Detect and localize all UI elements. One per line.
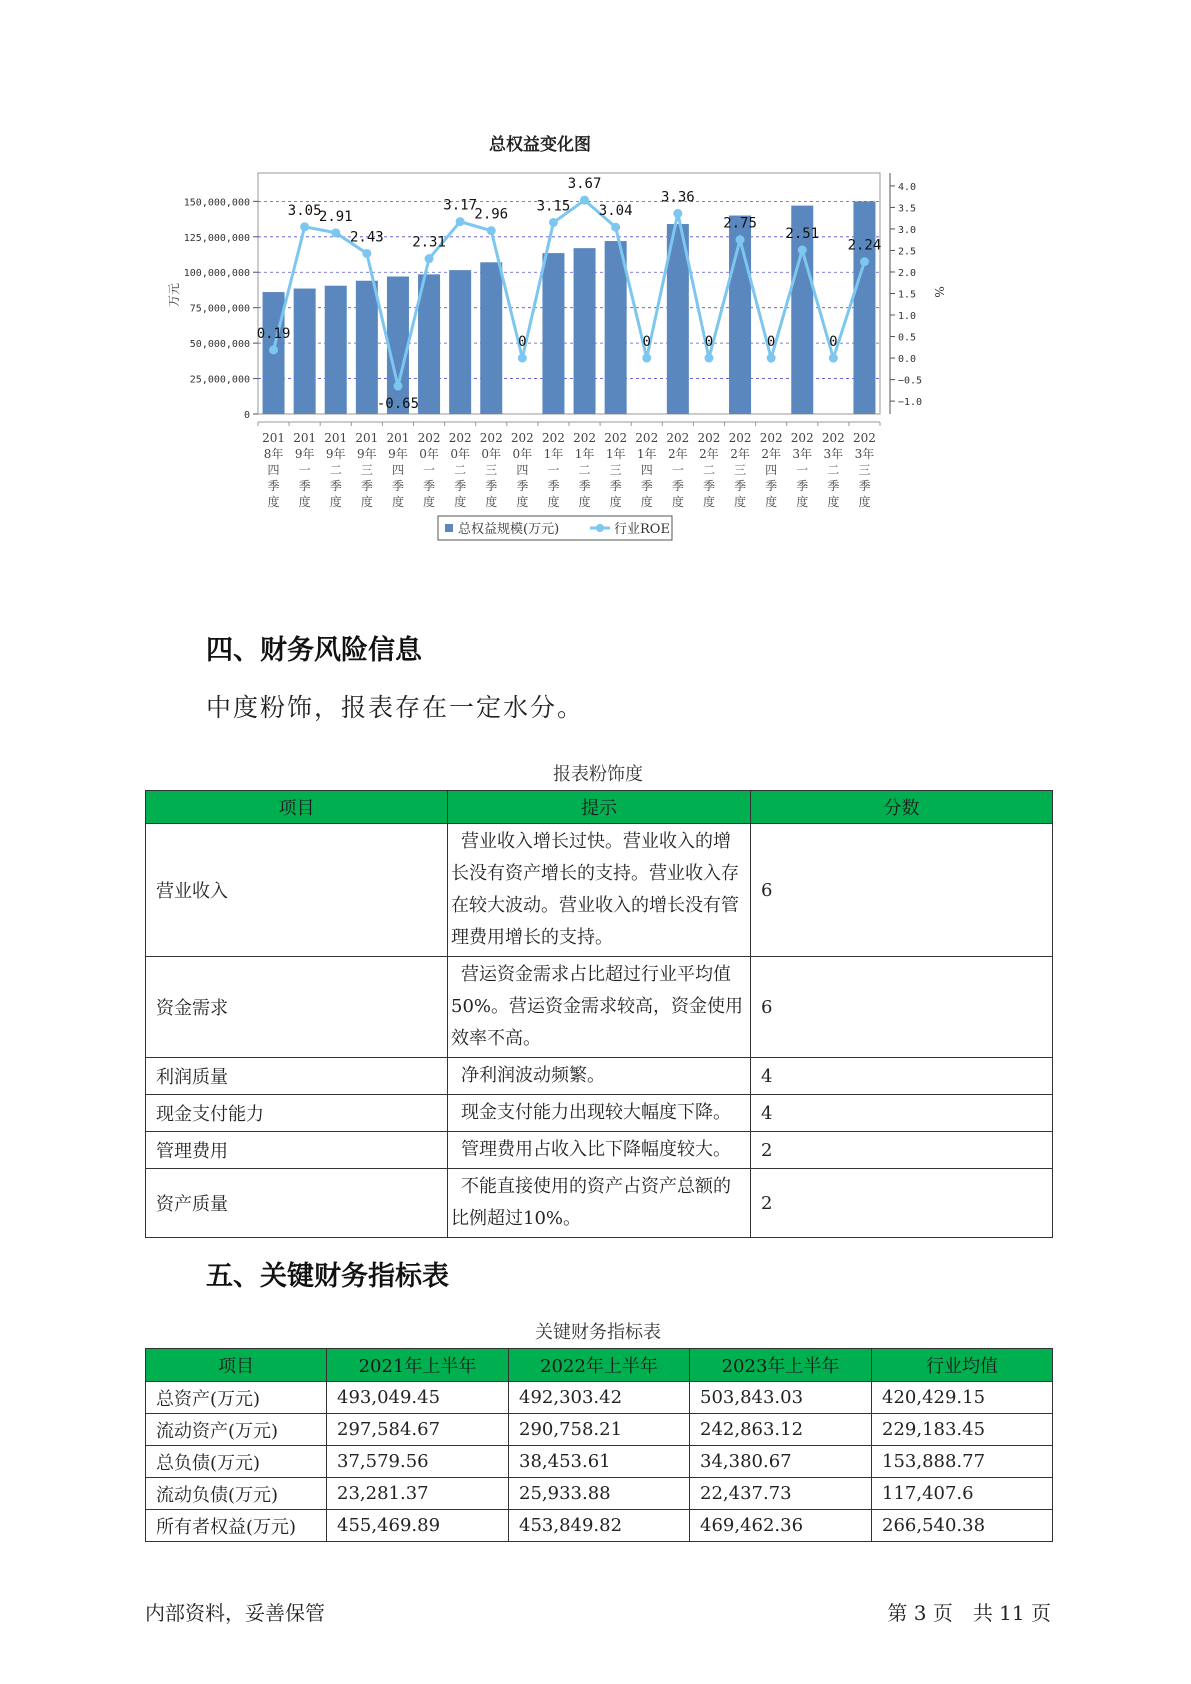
y-right-tick-label: 1.5 [898, 289, 917, 301]
x-tick-label: 度 [671, 495, 684, 509]
y-left-tick-label: 75,000,000 [189, 303, 250, 315]
x-tick-label: 202 [697, 431, 721, 445]
x-tick-label: 四 [765, 463, 778, 477]
roe-data-label: 2.31 [412, 234, 446, 251]
x-tick-label: 202 [728, 431, 752, 445]
risk-row [146, 824, 1053, 957]
x-tick-label: 0年 [481, 447, 502, 461]
x-tick-label: 四 [267, 463, 280, 477]
total-equity-chart [167, 130, 1030, 600]
x-tick-label: 季 [734, 479, 747, 493]
fin-cell-value: 492,303.42 [509, 1382, 690, 1414]
x-tick-label: 度 [360, 495, 373, 509]
risk-cell-item: 利润质量 [146, 1058, 448, 1095]
roe-data-label: 0 [518, 334, 527, 351]
fin-cell-item: 总负债(万元) [146, 1446, 327, 1478]
roe-data-label: 0.19 [256, 325, 291, 342]
x-tick-label: 度 [640, 495, 653, 509]
x-tick-label: 二 [454, 463, 467, 477]
fin-cell-value: 22,437.73 [690, 1478, 872, 1510]
footer-page-number: 第 3 页 共 11 页 [887, 1601, 1051, 1625]
fin-cell-value: 25,933.88 [509, 1478, 690, 1510]
x-tick-label: 0年 [512, 447, 533, 461]
header-hint: 提示 [448, 791, 751, 824]
x-tick-label: 度 [298, 495, 311, 509]
x-tick-label: 度 [734, 495, 747, 509]
y-right-tick-label: 2.0 [898, 267, 917, 279]
x-tick-label: 一 [796, 463, 809, 477]
x-tick-label: 202 [448, 431, 472, 445]
risk-cell-hint: 营业收入增长过快。营业收入的增长没有资产增长的支持。营业收入存在较大波动。营业收入的增长没有管理费用增长的支持。 [448, 824, 751, 957]
bar [356, 281, 378, 414]
fin-table-caption: 关键财务指标表 [535, 1322, 661, 1343]
fin-cell-value: 503,843.03 [690, 1382, 872, 1414]
section-5-heading: 五、关键财务指标表 [206, 1261, 449, 1292]
fin-cell-item: 总资产(万元) [146, 1382, 327, 1414]
x-tick-label: 度 [765, 495, 778, 509]
fin-cell-value: 242,863.12 [690, 1414, 872, 1446]
roe-point [487, 226, 496, 235]
x-tick-label: 9年 [388, 447, 408, 461]
chart-title: 总权益变化图 [489, 135, 591, 155]
roe-point [362, 249, 371, 258]
section-4-heading: 四、财务风险信息 [206, 635, 422, 666]
roe-data-label: 2.75 [723, 215, 757, 232]
roe-data-label: 3.04 [598, 203, 633, 220]
risk-cell-score: 6 [751, 957, 1053, 1058]
x-tick-label: 0年 [450, 447, 470, 461]
y-right-axis-label: % [932, 286, 946, 298]
x-tick-label: 季 [485, 479, 498, 493]
legend-bar-swatch [445, 524, 453, 532]
fin-cell-item: 所有者权益(万元) [146, 1510, 327, 1542]
x-tick-label: 202 [604, 431, 628, 445]
x-tick-label: 度 [329, 495, 342, 509]
risk-cell-score: 2 [751, 1132, 1053, 1169]
y-right-tick-label: 3.5 [898, 203, 917, 215]
bar [480, 262, 502, 414]
x-tick-label: 一 [547, 463, 560, 477]
x-tick-label: 季 [391, 479, 404, 493]
x-tick-label: 二 [827, 463, 840, 477]
fin-cell-value: 290,758.21 [509, 1414, 690, 1446]
x-tick-label: 三 [858, 463, 871, 477]
roe-point [860, 257, 869, 266]
header-2022h1: 2022年上半年 [509, 1349, 690, 1382]
x-tick-label: 1年 [636, 447, 657, 461]
legend-bar-label: 总权益规模(万元) [458, 522, 560, 537]
fin-row [146, 1382, 1053, 1414]
roe-data-label: 2.24 [847, 237, 882, 254]
risk-cell-hint: 管理费用占收入比下降幅度较大。 [448, 1132, 751, 1169]
roe-data-label: -0.65 [376, 396, 420, 413]
fin-row [146, 1446, 1053, 1478]
x-tick-label: 度 [516, 495, 529, 509]
roe-data-label: 3.17 [443, 197, 478, 214]
x-tick-label: 3年 [854, 447, 875, 461]
x-tick-label: 季 [765, 479, 778, 493]
x-tick-label: 四 [516, 463, 529, 477]
y-right-tick-label: −0.5 [898, 375, 923, 387]
y-right-tick-label: 0.0 [898, 354, 917, 366]
x-tick-label: 度 [702, 495, 715, 509]
risk-summary: 中度粉饰，报表存在一定水分。 [206, 693, 585, 722]
x-tick-label: 度 [391, 495, 404, 509]
y-left-tick-label: 125,000,000 [183, 232, 250, 244]
x-tick-label: 2年 [730, 447, 750, 461]
fin-cell-value: 266,540.38 [872, 1510, 1053, 1542]
x-tick-label: 季 [454, 479, 467, 493]
x-tick-label: 3年 [792, 447, 813, 461]
x-tick-label: 季 [858, 479, 871, 493]
fin-cell-value: 34,380.67 [690, 1446, 872, 1478]
x-tick-label: 季 [547, 479, 560, 493]
risk-cell-score: 2 [751, 1169, 1053, 1238]
x-tick-label: 度 [454, 495, 467, 509]
fin-row [146, 1510, 1053, 1542]
roe-point [549, 218, 558, 227]
x-tick-label: 季 [267, 479, 280, 493]
roe-data-label: 2.43 [349, 229, 384, 246]
x-tick-label: 一 [423, 463, 436, 477]
risk-cell-score: 6 [751, 824, 1053, 957]
x-tick-label: 度 [858, 495, 871, 509]
fin-row [146, 1478, 1053, 1510]
y-right-tick-label: 1.0 [898, 311, 917, 323]
fin-cell-value: 229,183.45 [872, 1414, 1053, 1446]
x-tick-label: 季 [609, 479, 622, 493]
roe-point [767, 354, 776, 363]
x-tick-label: 202 [479, 431, 503, 445]
bar [449, 270, 471, 414]
bar [325, 286, 347, 414]
x-tick-label: 202 [821, 431, 845, 445]
legend-line-label: 行业ROE [614, 522, 670, 537]
x-tick-label: 201 [355, 431, 379, 445]
x-tick-label: 0年 [419, 447, 439, 461]
x-tick-label: 一 [298, 463, 311, 477]
x-tick-label: 度 [578, 495, 591, 509]
x-tick-label: 四 [391, 463, 404, 477]
x-tick-label: 9年 [325, 447, 346, 461]
risk-row [146, 1095, 1053, 1132]
roe-point [798, 246, 807, 255]
x-tick-label: 202 [635, 431, 659, 445]
bar [387, 276, 409, 414]
x-tick-label: 度 [267, 495, 280, 509]
fin-table-header [146, 1349, 1053, 1382]
x-tick-label: 一 [671, 463, 684, 477]
fin-cell-value: 117,407.6 [872, 1478, 1053, 1510]
fin-cell-value: 153,888.77 [872, 1446, 1053, 1478]
x-tick-label: 季 [360, 479, 373, 493]
roe-data-label: 3.05 [287, 202, 322, 219]
fin-cell-value: 469,462.36 [690, 1510, 872, 1542]
y-right-tick-label: 4.0 [898, 181, 917, 193]
roe-point [611, 223, 620, 232]
legend-line-marker [596, 524, 604, 532]
x-tick-label: 3年 [823, 447, 844, 461]
x-tick-label: 三 [609, 463, 622, 477]
x-tick-label: 201 [262, 431, 286, 445]
roe-point [736, 235, 745, 244]
roe-point [673, 209, 682, 218]
fin-cell-value: 493,049.45 [327, 1382, 509, 1414]
roe-data-label: 0 [829, 334, 838, 351]
roe-data-label: 2.96 [474, 206, 509, 223]
roe-point [829, 354, 838, 363]
fin-cell-value: 37,579.56 [327, 1446, 509, 1478]
x-tick-label: 二 [702, 463, 715, 477]
y-left-tick-label: 0 [243, 410, 250, 421]
risk-cell-hint: 不能直接使用的资产占资产总额的比例超过10%。 [448, 1169, 751, 1238]
x-tick-label: 201 [293, 431, 317, 445]
y-left-axis-label: 万元 [167, 282, 181, 308]
y-right-tick-label: 0.5 [898, 332, 917, 344]
bar [294, 289, 316, 414]
roe-point [393, 382, 402, 391]
y-left-tick-label: 50,000,000 [189, 339, 250, 351]
roe-point [331, 228, 340, 237]
key-financial-table [145, 1348, 1053, 1542]
roe-point [300, 222, 309, 231]
risk-cell-score: 4 [751, 1095, 1053, 1132]
x-tick-label: 202 [666, 431, 690, 445]
x-tick-label: 度 [547, 495, 560, 509]
risk-row [146, 1058, 1053, 1095]
x-tick-label: 季 [640, 479, 653, 493]
x-tick-label: 8年 [263, 447, 284, 461]
x-tick-label: 2年 [668, 447, 688, 461]
bar [574, 248, 596, 414]
risk-cell-item: 营业收入 [146, 824, 448, 957]
risk-cell-item: 管理费用 [146, 1132, 448, 1169]
y-left-tick-label: 25,000,000 [189, 374, 250, 386]
fin-cell-value: 23,281.37 [327, 1478, 509, 1510]
x-tick-label: 季 [516, 479, 529, 493]
x-tick-label: 202 [510, 431, 534, 445]
risk-cell-score: 4 [751, 1058, 1053, 1095]
fin-cell-item: 流动资产(万元) [146, 1414, 327, 1446]
fin-cell-value: 453,849.82 [509, 1510, 690, 1542]
x-tick-label: 202 [852, 431, 876, 445]
roe-point [269, 345, 278, 354]
roe-data-label: 3.15 [536, 198, 571, 215]
risk-table [145, 790, 1053, 1238]
risk-cell-hint: 现金支付能力出现较大幅度下降。 [448, 1095, 751, 1132]
x-tick-label: 季 [298, 479, 311, 493]
x-tick-label: 1年 [574, 447, 595, 461]
fin-cell-value: 38,453.61 [509, 1446, 690, 1478]
x-tick-label: 三 [734, 463, 747, 477]
roe-data-label: 0 [704, 334, 714, 351]
y-right-tick-label: −1.0 [898, 397, 923, 409]
risk-row [146, 1132, 1053, 1169]
x-tick-label: 度 [827, 495, 840, 509]
x-tick-label: 季 [329, 479, 342, 493]
x-tick-label: 四 [640, 463, 653, 477]
risk-row [146, 957, 1053, 1058]
x-tick-label: 季 [702, 479, 715, 493]
x-tick-label: 度 [796, 495, 809, 509]
risk-cell-item: 现金支付能力 [146, 1095, 448, 1132]
risk-cell-hint: 营运资金需求占比超过行业平均值50%。营运资金需求较高，资金使用效率不高。 [448, 957, 751, 1058]
y-right-tick-label: 2.5 [898, 246, 917, 258]
fin-cell-item: 流动负债(万元) [146, 1478, 327, 1510]
fin-cell-value: 420,429.15 [872, 1382, 1053, 1414]
roe-data-label: 3.36 [660, 189, 695, 206]
x-tick-label: 202 [790, 431, 814, 445]
fin-cell-value: 455,469.89 [327, 1510, 509, 1542]
header-item: 项目 [146, 791, 448, 824]
x-tick-label: 季 [578, 479, 591, 493]
roe-data-label: 0 [642, 334, 651, 351]
bar [542, 253, 564, 414]
x-tick-label: 1年 [543, 447, 564, 461]
roe-data-label: 0 [766, 334, 776, 351]
x-tick-label: 202 [541, 431, 565, 445]
x-tick-label: 202 [417, 431, 441, 445]
risk-cell-item: 资产质量 [146, 1169, 448, 1238]
header-2021h1: 2021年上半年 [327, 1349, 509, 1382]
roe-point [704, 354, 713, 363]
x-tick-label: 季 [423, 479, 436, 493]
roe-point [642, 354, 651, 363]
x-tick-label: 2年 [699, 447, 719, 461]
roe-point [425, 254, 434, 263]
x-tick-label: 三 [360, 463, 373, 477]
x-tick-label: 二 [578, 463, 591, 477]
x-tick-label: 2年 [761, 447, 781, 461]
x-tick-label: 201 [324, 431, 348, 445]
roe-point [518, 354, 527, 363]
y-right-tick-label: 3.0 [898, 224, 917, 236]
bar [605, 241, 627, 414]
x-tick-label: 201 [386, 431, 410, 445]
x-tick-label: 二 [329, 463, 342, 477]
y-left-tick-label: 150,000,000 [183, 197, 250, 209]
x-tick-label: 三 [485, 463, 498, 477]
x-tick-label: 1年 [605, 447, 626, 461]
x-tick-label: 度 [609, 495, 622, 509]
roe-data-label: 2.91 [318, 208, 353, 225]
x-tick-label: 9年 [357, 447, 377, 461]
roe-data-label: 3.67 [567, 176, 602, 193]
roe-point [456, 217, 465, 226]
fin-row [146, 1414, 1053, 1446]
x-tick-label: 202 [759, 431, 783, 445]
header-score: 分数 [751, 791, 1053, 824]
x-tick-label: 202 [573, 431, 597, 445]
footer-confidential: 内部资料，妥善保管 [145, 1601, 325, 1625]
risk-cell-hint: 净利润波动频繁。 [448, 1058, 751, 1095]
x-tick-label: 季 [827, 479, 840, 493]
roe-data-label: 2.51 [785, 226, 820, 243]
x-tick-label: 度 [485, 495, 498, 509]
y-left-tick-label: 100,000,000 [183, 268, 250, 280]
x-tick-label: 度 [423, 495, 436, 509]
fin-cell-value: 297,584.67 [327, 1414, 509, 1446]
risk-row [146, 1169, 1053, 1238]
x-tick-label: 9年 [294, 447, 315, 461]
x-tick-label: 季 [796, 479, 809, 493]
header-2023h1: 2023年上半年 [690, 1349, 872, 1382]
risk-cell-item: 资金需求 [146, 957, 448, 1058]
roe-point [580, 196, 589, 205]
header-item: 项目 [146, 1349, 327, 1382]
header-industry-avg: 行业均值 [872, 1349, 1053, 1382]
x-tick-label: 季 [671, 479, 684, 493]
risk-table-caption: 报表粉饰度 [553, 764, 643, 785]
risk-table-header [146, 791, 1053, 824]
bar [853, 201, 875, 414]
